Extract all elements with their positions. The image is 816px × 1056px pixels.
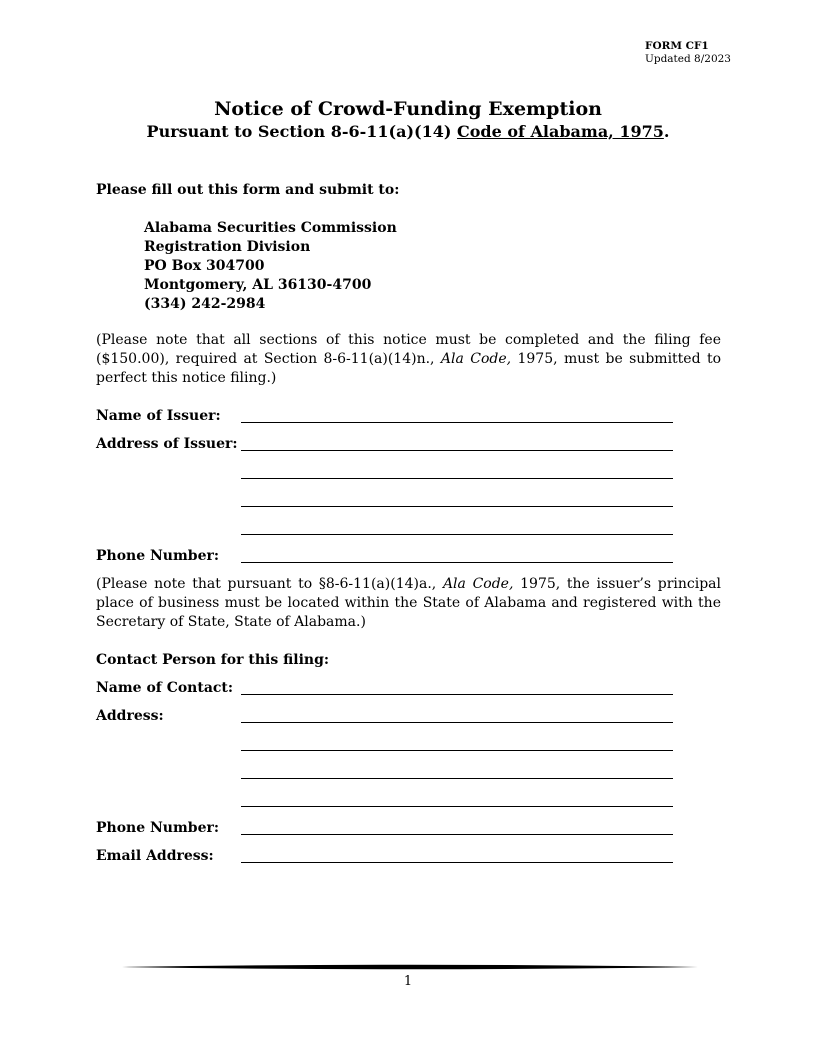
location-note-italic: Ala Code, bbox=[442, 576, 514, 592]
contact-address-field-1[interactable] bbox=[241, 722, 673, 723]
contact-address-label: Address: bbox=[96, 708, 164, 724]
issuer-phone-label: Phone Number: bbox=[96, 548, 220, 564]
address-line-division: Registration Division bbox=[144, 239, 311, 255]
fee-note-text-1: (Please note that all sections of this notice must be completed and the filing fee ($150.00), required at Section 8-6-11(a)(14)n., bbox=[96, 332, 721, 367]
contact-section-heading: Contact Person for this filing: bbox=[96, 652, 330, 668]
subtitle-prefix: Pursuant to Section 8-6-11(a)(14) bbox=[146, 122, 452, 141]
location-note-text-1: (Please note that pursuant to §8-6-11(a)(14)a., bbox=[96, 576, 443, 592]
location-note-text-2: 1975, the issuer’s principal place of business must be located within the State of Alabama and registered with the Secretary of State, State of Alabama.) bbox=[96, 576, 721, 630]
footer-divider-shape bbox=[122, 965, 698, 970]
issuer-address-field-1[interactable] bbox=[241, 450, 673, 451]
address-line-pobox: PO Box 304700 bbox=[144, 258, 265, 274]
subtitle-suffix: . bbox=[663, 122, 670, 141]
issuer-phone-field[interactable] bbox=[241, 562, 673, 563]
address-line-org: Alabama Securities Commission bbox=[144, 220, 397, 236]
issuer-address-field-3[interactable] bbox=[241, 506, 673, 507]
contact-email-label: Email Address: bbox=[96, 848, 214, 864]
contact-address-field-3[interactable] bbox=[241, 778, 673, 779]
contact-name-field[interactable] bbox=[241, 694, 673, 695]
form-updated-date: Updated 8/2023 bbox=[645, 53, 731, 65]
subtitle-code-reference: Code of Alabama, 1975 bbox=[457, 122, 664, 141]
fee-note-text-2: 1975, must be submitted to perfect this notice filing.) bbox=[96, 351, 721, 386]
footer-divider bbox=[122, 960, 698, 974]
contact-phone-label: Phone Number: bbox=[96, 820, 220, 836]
principal-place-note bbox=[96, 575, 721, 632]
issuer-name-field[interactable] bbox=[241, 422, 673, 423]
filing-fee-note bbox=[96, 331, 721, 388]
submit-instruction: Please fill out this form and submit to: bbox=[96, 182, 400, 198]
contact-address-field-2[interactable] bbox=[241, 750, 673, 751]
address-line-phone: (334) 242-2984 bbox=[144, 296, 266, 312]
contact-phone-field[interactable] bbox=[241, 834, 673, 835]
issuer-address-label: Address of Issuer: bbox=[96, 436, 238, 452]
submit-address-block bbox=[144, 219, 397, 314]
page-number: 1 bbox=[403, 974, 413, 989]
contact-email-field[interactable] bbox=[241, 862, 673, 863]
address-line-city: Montgomery, AL 36130-4700 bbox=[144, 277, 372, 293]
issuer-address-field-2[interactable] bbox=[241, 478, 673, 479]
fee-note-italic: Ala Code, bbox=[440, 351, 512, 367]
contact-name-label: Name of Contact: bbox=[96, 680, 234, 696]
issuer-name-label: Name of Issuer: bbox=[96, 408, 221, 424]
form-code: FORM CF1 bbox=[645, 40, 709, 52]
contact-address-field-4[interactable] bbox=[241, 806, 673, 807]
form-id-block bbox=[645, 40, 731, 66]
page-subtitle bbox=[0, 121, 816, 143]
page-title: Notice of Crowd-Funding Exemption bbox=[214, 98, 602, 120]
issuer-address-field-4[interactable] bbox=[241, 534, 673, 535]
